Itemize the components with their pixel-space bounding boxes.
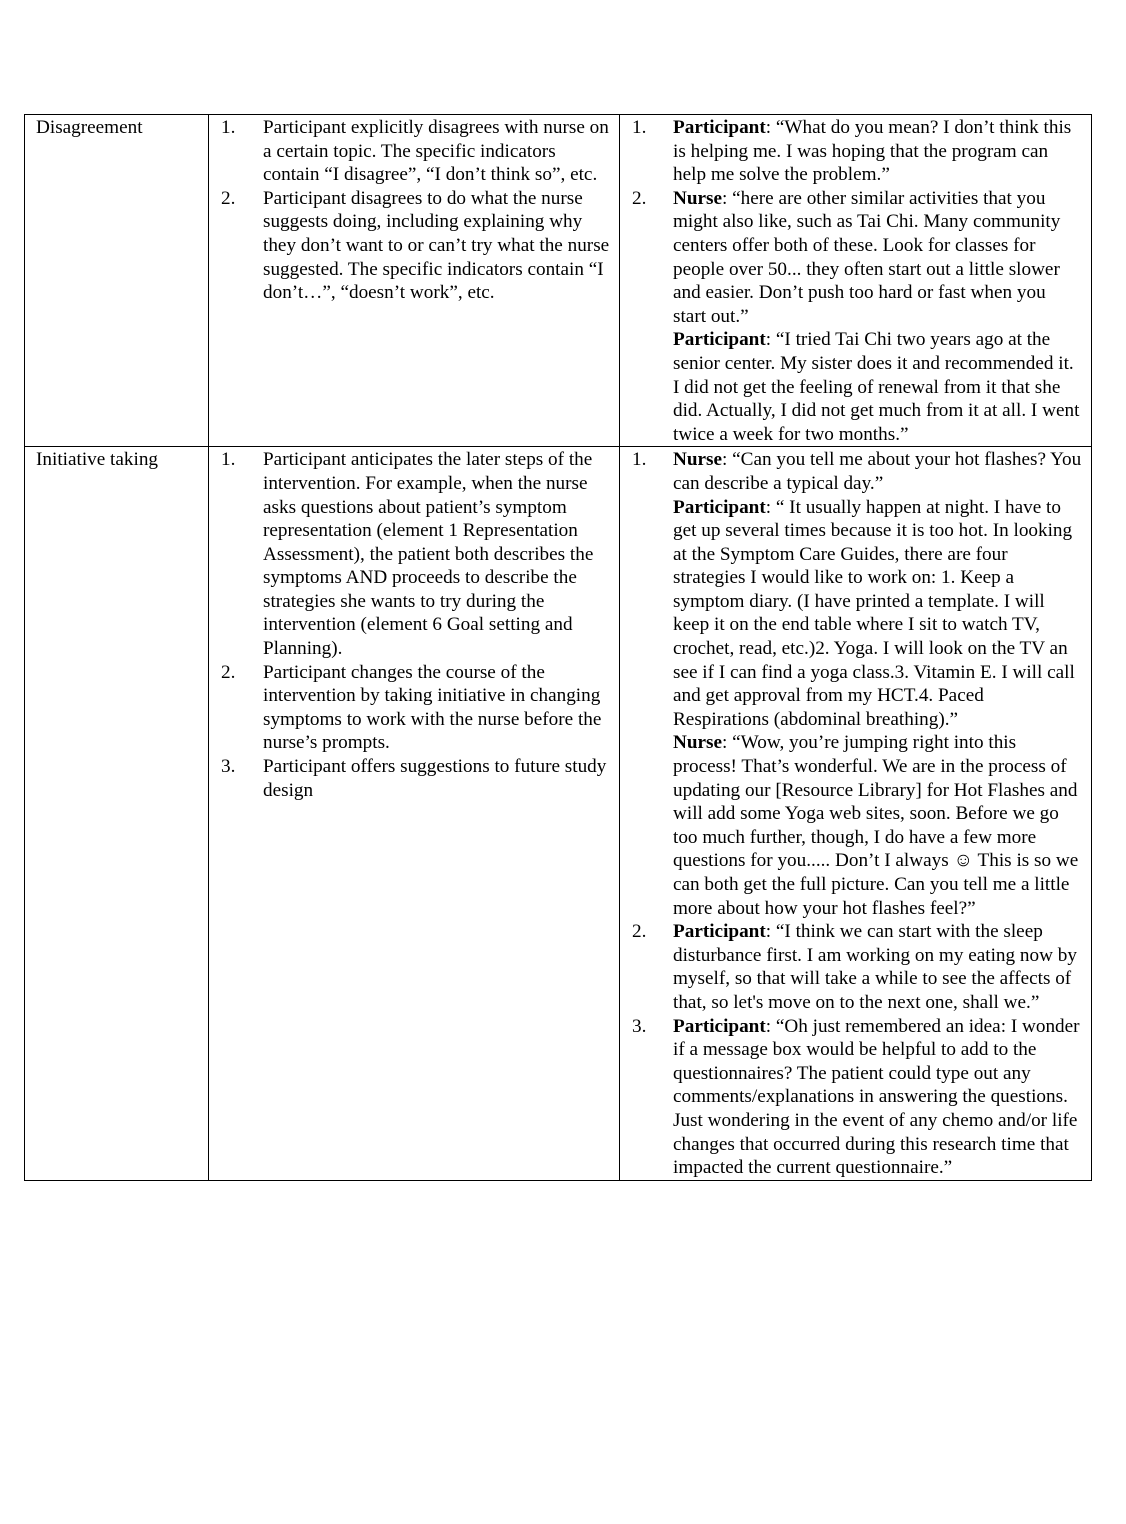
list-item	[631, 920, 1082, 1014]
list-item	[220, 448, 610, 660]
quote-text: : “here are other similar activities that you might also like, such as Tai Chi. Many community centers offer both of these. Look for classes for people over 50... they often start out a little slower and easier. Don’t push too hard or fast when you start out.”	[673, 187, 1061, 327]
indicator-cell	[209, 447, 620, 1180]
quote-text: : “ It usually happen at night. I have to get up several times because it is too hot. In looking at the Symptom Care Guides, there are four strategies I would like to work on: 1. Keep a symptom diary. (I have printed a template. I will keep it on the end table where I sit to watch TV, crochet, read, etc.)2. Yoga. I will look on the TV an see if I can find a yoga class.3. Vitamin E. I will call and get approval from my HCT.4. Paced Respirations (abdominal breathing).”	[673, 496, 1075, 730]
quote-text: : “I tried Tai Chi two years ago at the senior center. My sister does it and recommended it. I did not get the feeling of renewal from it that she did. Actually, I did not get much from it at all. I went twice a week for two months.”	[673, 329, 1080, 445]
quote-paragraph	[673, 496, 1082, 732]
quote-paragraph	[673, 116, 1082, 187]
speaker-label: Participant	[673, 1015, 766, 1037]
item-number: 1.	[221, 117, 236, 138]
coding-table	[24, 114, 1092, 1181]
indicator-text: Participant offers suggestions to future study design	[263, 756, 607, 801]
item-number: 1.	[221, 449, 236, 471]
item-number: 2.	[632, 921, 647, 943]
indicator-text: Participant changes the course of the intervention by taking initiative in changing symptoms to work with the nurse before the nurse’s prompts.	[263, 661, 602, 754]
category-label: Disagreement	[36, 117, 143, 138]
quote-text: : “Oh just remembered an idea: I wonder if a message box would be helpful to add to the questionnaires? The patient could type out any comments/explanations in answering the questions. Just wondering in the event of any chemo and/or life changes that occurred during this research time that impacted the current questionnaire.”	[673, 1015, 1080, 1179]
item-number: 3.	[632, 1015, 647, 1037]
speaker-label: Participant	[673, 117, 766, 138]
speaker-label: Participant	[673, 329, 766, 351]
list-item	[631, 1015, 1082, 1180]
list-item	[631, 116, 1082, 187]
list-item	[220, 116, 610, 187]
speaker-label: Nurse	[673, 732, 723, 754]
item-number: 1.	[632, 117, 647, 138]
speaker-label: Nurse	[673, 187, 723, 209]
document-page	[24, 114, 1091, 1181]
quote-paragraph	[673, 1015, 1082, 1180]
list-item	[220, 187, 610, 305]
item-number: 2.	[632, 187, 647, 209]
example-cell	[620, 447, 1092, 1180]
item-number: 1.	[632, 449, 647, 471]
indicator-cell	[209, 115, 620, 447]
item-number: 2.	[221, 187, 236, 209]
indicator-text: Participant anticipates the later steps of the intervention. For example, when the nurse asks questions about patient’s symptom representation (element 1 Representation Assessment), the patient both describes the symptoms AND proceeds to describe the strategies she wants to try during the intervention (element 6 Goal setting and Planning).	[263, 449, 594, 660]
quote-paragraph	[673, 731, 1082, 920]
indicator-list	[220, 116, 610, 305]
speaker-label: Nurse	[673, 449, 723, 471]
quote-paragraph	[673, 187, 1082, 329]
quote-paragraph	[673, 920, 1082, 1014]
quote-text: : “What do you mean? I don’t think this is helping me. I was hoping that the program can help me solve the problem.”	[673, 117, 1072, 186]
category-cell	[25, 447, 209, 1180]
table-row	[25, 447, 1092, 1180]
quote-paragraph	[673, 448, 1082, 495]
list-item	[631, 448, 1082, 920]
list-item	[220, 755, 610, 802]
indicator-list	[220, 448, 610, 802]
list-item	[220, 661, 610, 755]
example-list	[631, 116, 1082, 446]
quote-text: : “I think we can start with the sleep disturbance first. I am working on my eating now by myself, so that will take a while to see the affects of that, so let's move on to the next one, shall we.”	[673, 921, 1077, 1013]
quote-text: : “Wow, you’re jumping right into this process! That’s wonderful. We are in the process of updating our [Resource Library] for Hot Flashes and will add some Yoga web sites, soon. Before we go too much further, though, I do have a few more questions for you..... Don’t I always ☺ This is so we can both get the full picture. Can you tell me a little more about how your hot flashes feel?”	[673, 732, 1079, 919]
category-label: Initiative taking	[36, 449, 159, 471]
item-number: 2.	[221, 661, 236, 683]
table-row	[25, 115, 1092, 447]
list-item	[631, 187, 1082, 447]
indicator-text: Participant disagrees to do what the nurse suggests doing, including explaining why they don’t want to or can’t try what the nurse suggested. The specific indicators contain “I don’t…”, “doesn’t work”, etc.	[263, 187, 610, 304]
example-cell	[620, 115, 1092, 447]
example-list	[631, 448, 1082, 1179]
indicator-text: Participant explicitly disagrees with nurse on a certain topic. The specific indicators contain “I disagree”, “I don’t think so”, etc.	[263, 117, 609, 186]
speaker-label: Participant	[673, 921, 766, 943]
item-number: 3.	[221, 756, 236, 778]
quote-text: : “Can you tell me about your hot flashes? You can describe a typical day.”	[673, 449, 1082, 494]
speaker-label: Participant	[673, 496, 766, 518]
quote-paragraph	[673, 328, 1082, 446]
category-cell	[25, 115, 209, 447]
